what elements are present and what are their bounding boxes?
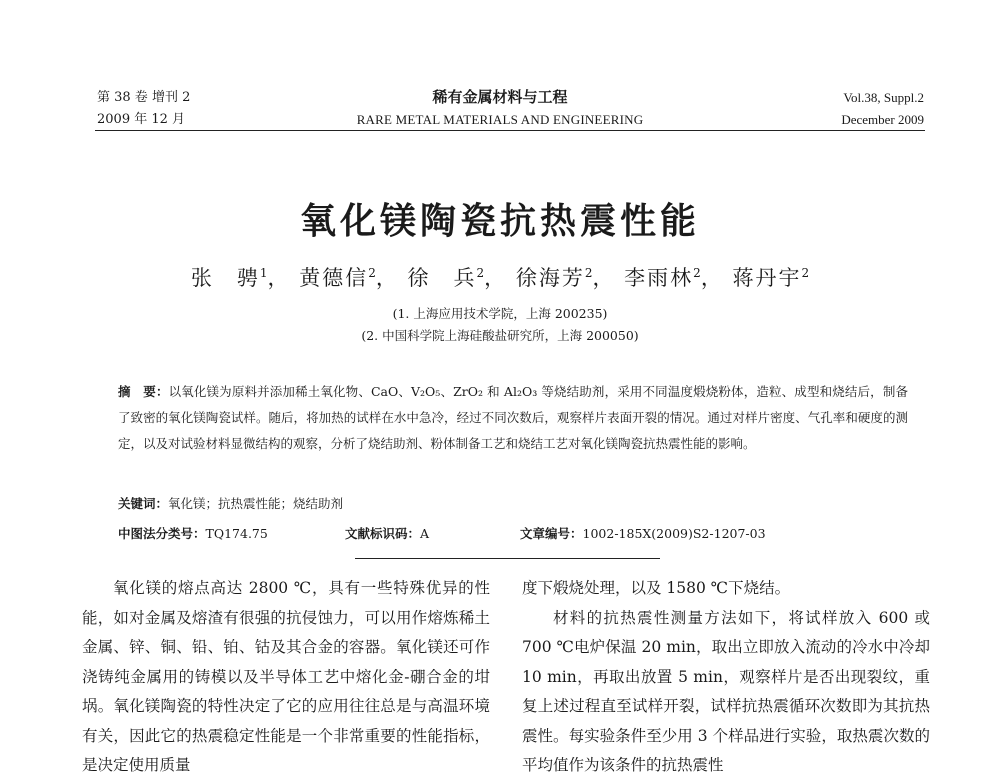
clc-label: 中图法分类号： xyxy=(118,526,206,541)
volume-issue-en: Vol.38, Suppl.2 xyxy=(843,90,924,105)
author-affil-mark: 2 xyxy=(584,266,593,280)
doc-code-value: A xyxy=(420,526,430,541)
article-number xyxy=(520,524,766,542)
body-paragraph: 氧化镁的熔点高达 2800 ℃，具有一些特殊优异的性能，如对金属及熔渣有很强的抗侵蚀力，可以用作熔炼稀土金属、锌、铜、铅、铂、钴及其合金的容器。氧化镁还可作浇铸纯金属用的铸模以及半导体工艺中熔化金-硼合金的坩埚。氧化镁陶瓷的特性决定了它的应用往往总是与高温环境有关，因此它的热震稳定性能是一个非常重要的性能指标，是决定使用质量 xyxy=(82,579,490,774)
article-no-label: 文章编号： xyxy=(520,526,583,541)
author-name: 张 骋 xyxy=(190,266,260,290)
header-rule xyxy=(95,130,925,131)
clc-number xyxy=(118,524,268,542)
document-code xyxy=(345,524,429,542)
author-affil-mark: 2 xyxy=(801,266,810,280)
author-affil-mark: 2 xyxy=(368,266,376,280)
author-affil-mark: 1 xyxy=(259,266,268,280)
author-list: 张 骋$^1$， 黄德信$^2$， 徐 兵$^2$， 徐海芳$^2$， 李雨林$^2$， 蒋丹宇$^2$ xyxy=(190,266,810,290)
article-no-value: 1002-185X(2009)S2-1207-03 xyxy=(582,526,766,541)
clc-value: TQ174.75 xyxy=(205,526,268,541)
keywords-label: 关键词： xyxy=(118,496,169,511)
date-en: December 2009 xyxy=(841,112,924,127)
author-name: 李雨林 xyxy=(624,266,694,290)
abstract-text: 以氧化镁为原料并添加稀土氧化物、CaO、V₂O₅、ZrO₂ 和 Al₂O₃ 等烧结助剂，采用不同温度煅烧粉体，造粒、成型和烧结后，制备了致密的氧化镁陶瓷试样。随后，将加热的试样在水中急冷，经过不同次数后，观察样片表面开裂的情况。通过对样片密度、气孔率和硬度的测定，以及对试验材料显微结构的观察，分析了烧结助剂、粉体制备工艺和烧结工艺对氧化镁陶瓷抗热震性能的影响。 xyxy=(118,384,908,451)
journal-title-en: RARE METAL MATERIALS AND ENGINEERING xyxy=(356,112,644,127)
affiliation-2: (2. 中国科学院上海硅酸盐研究所，上海 200050) xyxy=(361,328,639,343)
doc-code-label: 文献标识码： xyxy=(345,526,421,541)
section-divider xyxy=(355,558,660,559)
abstract xyxy=(118,379,908,457)
paper-title: 氧化镁陶瓷抗热震性能 xyxy=(299,201,700,242)
keywords xyxy=(118,494,343,512)
author-name: 黄德信 xyxy=(299,266,369,290)
keywords-text: 氧化镁；抗热震性能；烧结助剂 xyxy=(168,496,344,511)
body-right-column xyxy=(522,574,930,781)
abstract-label: 摘 要： xyxy=(118,384,169,399)
journal-title-cn: 稀有金属材料与工程 xyxy=(432,88,568,106)
author-affil-mark: 2 xyxy=(476,266,485,280)
year-month-cn: 2009 年 12 月 xyxy=(97,112,186,127)
body-left-column xyxy=(82,574,490,781)
body-paragraph: 材料的抗热震性测量方法如下，将试样放入 600 或 700 ℃电炉保温 20 min，取出立即放入流动的冷水中冷却 10 min，再取出放置 5 min，观察样片是否出现裂纹，重复上述过程直至试样开裂，试样抗热震循环次数即为其抗热震性。每实验条件至少用 3 个样品进行实验，取热震次数的平均值作为该条件的抗热震性 xyxy=(522,608,930,774)
author-name: 徐 兵 xyxy=(407,266,477,290)
affiliation-1: (1. 上海应用技术学院，上海 200235) xyxy=(392,306,608,321)
volume-issue-cn: 第 38 卷 增刊 2 xyxy=(97,90,191,105)
author-name: 蒋丹宇 xyxy=(732,266,802,290)
body-paragraph: 度下煅烧处理，以及 1580 ℃下烧结。 xyxy=(522,579,791,597)
author-name: 徐海芳 xyxy=(515,266,585,290)
author-affil-mark: 2 xyxy=(693,266,701,280)
